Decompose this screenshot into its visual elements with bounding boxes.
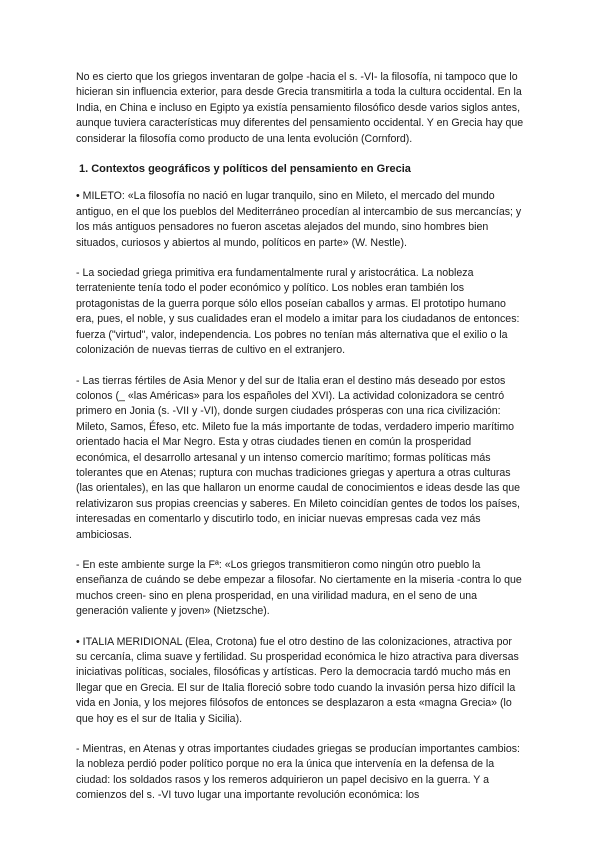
paragraph-sociedad-griega: - La sociedad griega primitiva era fundamentalmente rural y aristocrática. La nobleza terrateniente tenía todo el poder económico y político. Los nobles eran también los protagonistas de la guerra porque sólo ellos poseían caballos y armas. El prototipo humano era, pues, el noble, y sus cualidades eran el modelo a imitar para los ciudadanos de entonces: fuerza ("virtud", valor, independencia. Los pobres no tenían más alternativa que el exilio o la colonización de nuevas tierras de cultivo en el extranjero. bbox=[76, 267, 520, 357]
intro-paragraph: No es cierto que los griegos inventaran de golpe -hacia el s. -VI- la filosofía, ni tampoco que lo hicieran sin influencia exterior, para desde Grecia transmitirla a toda la cultura occidental. En la India, en China e incluso en Egipto ya existía pensamiento filosófico desde varios siglos antes, aunque tuviera características muy diferentes del pensamiento occidental. Y en Grecia hay que considerar la filosofía como producto de una lenta evolución (Cornford). bbox=[76, 71, 524, 145]
paragraph-mileto: • MILETO: «La filosofía no nació en lugar tranquilo, sino en Mileto, el mercado del mundo antiguo, en el que los pueblos del Mediterráneo procedían al intercambio de sus mercancías; y los más antiguos pensadores no fueron ascetas alejados del mundo, sino hombres bien situados, curiosos y abiertos al mundo, políticos en parte» (W. Nestle). bbox=[76, 190, 522, 249]
paragraph-nietzsche: - En este ambiente surge la Fª: «Los griegos transmitieron como ningún otro pueblo la enseñanza de cuándo se debe empezar a filosofar. No ciertamente en la miseria -contra lo que muchos creen- sino en plena prosperidad, en una virilidad madura, en el seno de una generación valiente y joven» (Nietzsche). bbox=[76, 558, 522, 618]
paragraph-atenas: - Mientras, en Atenas y otras importantes ciudades griegas se producían importantes cambios: la nobleza perdió poder político porque no era la única que intervenía en la defensa de la ciudad: los soldados rasos y los remeros adquirieron un papel decisivo en la guerra. Y a comienzos del s. -VI tuvo lugar una importante revolución económica: los bbox=[76, 743, 520, 802]
paragraph-italia-meridional: • ITALIA MERIDIONAL (Elea, Crotona) fue el otro destino de las colonizaciones, atractiva por su cercanía, clima suave y fertilidad. Su prosperidad económica le hizo atractiva para diversas iniciativas políticas, sociales, filosóficas y artísticas. Pero la democracia tardó mucho más en llegar que en Grecia. El sur de Italia floreció sobre todo cuando la invasión persa hizo difícil la vida en Jonia, y los mejores filósofos de entonces se desplazaron a esta «magna Grecia» (lo que hoy es el sur de Italia y Sicilia). bbox=[76, 635, 519, 725]
section-heading: 1. Contextos geográficos y políticos del pensamiento en Grecia bbox=[79, 163, 411, 176]
paragraph-tierras-fertiles: - Las tierras fértiles de Asia Menor y del sur de Italia eran el destino más deseado por estos colonos (_ «las Américas» para los españoles del XVI). La actividad colonizadora se centró primero en Jonia (s. -VII y -VI), donde surgen ciudades prósperas con una rica civilización: Mileto, Samos, Éfeso, etc. Mileto fue la más importante de todas, verdadero imperio marítimo orientado hacia el Mar Negro. Esta y otras ciudades tienen en común la prosperidad económica, el desarrollo artesanal y un intenso comercio marítimo; formas políticas más tolerantes que en Atenas; ruptura con muchas tradiciones griegas y apertura a otras culturas (las orientales), en las que hallaron un enorme caudal de conocimientos e ideas desde las que relativizaron sus propias creencias y saberes. En Mileto coincidían gentes de todos los países, interesadas en comentarlo y discutirlo todo, en iniciar nuevas empresas cada vez más ambiciosas. bbox=[76, 374, 521, 541]
